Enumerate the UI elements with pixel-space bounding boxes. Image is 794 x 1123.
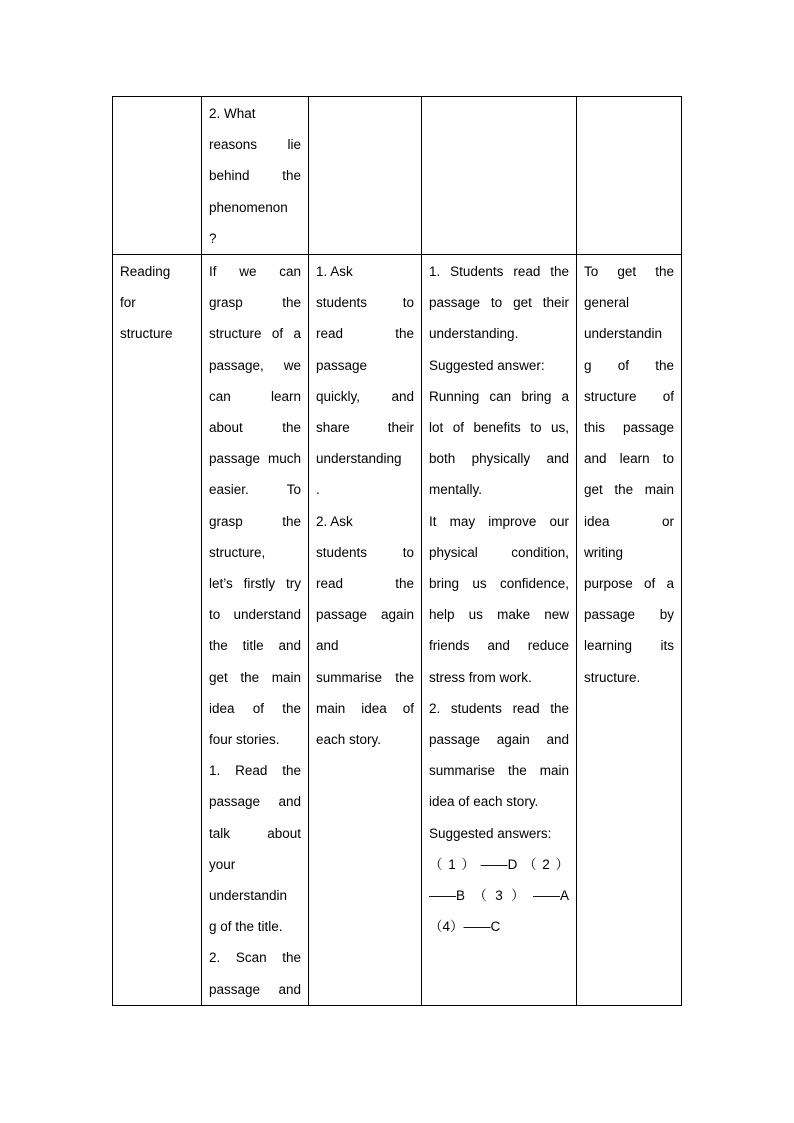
cell-line: help us make new: [429, 607, 569, 623]
cell-line: understanding: [316, 451, 402, 467]
cell-line: get the main: [584, 482, 674, 498]
cell-line: idea of each story.: [429, 794, 539, 810]
cell-line: .: [316, 482, 320, 498]
cell-line: passage: [316, 357, 368, 373]
student-activity-cell: [422, 97, 577, 255]
cell-line: structure,: [209, 544, 266, 560]
cell-line: each story.: [316, 732, 382, 748]
cell-line: let’s firstly try: [209, 576, 301, 592]
cell-line: summarise the: [316, 669, 414, 685]
cell-line: and learn to: [584, 451, 674, 467]
cell-line: 1. Read the: [209, 763, 301, 779]
cell-line: both physically and: [429, 451, 569, 467]
student-activity-text: [429, 256, 569, 942]
cell-line: 2. Scan the: [209, 950, 301, 966]
cell-line: four stories.: [209, 732, 280, 748]
cell-line: stress from work.: [429, 669, 532, 685]
cell-line: passage again: [316, 607, 414, 623]
cell-line: read the: [316, 326, 414, 342]
content-text: [209, 256, 301, 1005]
cell-line: Suggested answer:: [429, 357, 545, 373]
cell-line: main idea of: [316, 700, 414, 716]
cell-line: phenomenon: [209, 199, 288, 215]
cell-line: quickly, and: [316, 388, 414, 404]
cell-line: share their: [316, 420, 414, 436]
cell-line: structure of a: [209, 326, 301, 342]
lesson-plan-table: [112, 96, 682, 1006]
cell-line: idea of the: [209, 700, 301, 716]
cell-line: this passage: [584, 420, 674, 436]
cell-line: structure.: [584, 669, 641, 685]
cell-line: about the: [209, 420, 301, 436]
content-cell: [202, 255, 309, 1006]
cell-line: purpose of a: [584, 576, 674, 592]
cell-line: 1. Students read the: [429, 264, 569, 280]
cell-line: mentally.: [429, 482, 483, 498]
cell-line: Suggested answers:: [429, 825, 552, 841]
cell-line: understanding.: [429, 326, 519, 342]
cell-line: students to: [316, 295, 414, 311]
student-activity-cell: [422, 255, 577, 1006]
cell-line: your: [209, 856, 236, 872]
cell-line: 2. students read the: [429, 700, 569, 716]
cell-line: writing: [584, 544, 624, 560]
cell-line: （4）——C: [429, 919, 501, 935]
cell-line: understandin: [209, 888, 288, 904]
cell-line: easier. To: [209, 482, 301, 498]
cell-line: grasp the: [209, 295, 301, 311]
cell-line: It may improve our: [429, 513, 569, 529]
cell-line: bring us confidence,: [429, 576, 569, 592]
cell-line: g of the: [584, 357, 674, 373]
cell-line: ?: [209, 230, 217, 246]
cell-line: passage and: [209, 981, 301, 997]
cell-line: g of the title.: [209, 919, 283, 935]
cell-line: learning its: [584, 638, 674, 654]
cell-line: read the: [316, 576, 414, 592]
cell-line: to understand: [209, 607, 301, 623]
content-cell: [202, 97, 309, 255]
cell-line: understandin: [584, 326, 663, 342]
cell-line: If we can: [209, 264, 301, 280]
teacher-activity-text: [316, 256, 414, 755]
cell-line: general: [584, 295, 630, 311]
cell-line: friends and reduce: [429, 638, 569, 654]
cell-line: passage again and: [429, 732, 569, 748]
table-row: [113, 255, 682, 1006]
cell-line: Reading: [120, 264, 171, 280]
stage-text: [120, 256, 194, 350]
content-text: [209, 98, 301, 254]
cell-line: and: [316, 638, 339, 654]
cell-line: physical condition,: [429, 544, 569, 560]
cell-line: grasp the: [209, 513, 301, 529]
cell-line: idea or: [584, 513, 674, 529]
cell-line: passage, we: [209, 357, 301, 373]
stage-cell: [113, 97, 202, 255]
cell-line: 2. Ask: [316, 513, 353, 529]
cell-line: the title and: [209, 638, 301, 654]
stage-cell: [113, 255, 202, 1006]
cell-line: get the main: [209, 669, 301, 685]
purpose-cell: [577, 97, 682, 255]
cell-line: talk about: [209, 825, 301, 841]
cell-line: passage by: [584, 607, 674, 623]
cell-line: ——B（3）——A: [429, 888, 569, 904]
cell-line: for: [120, 295, 136, 311]
cell-line: Running can bring a: [429, 388, 569, 404]
teacher-activity-cell: [309, 97, 422, 255]
cell-line: lot of benefits to us,: [429, 420, 569, 436]
cell-line: passage and: [209, 794, 301, 810]
cell-line: 1. Ask: [316, 264, 353, 280]
cell-line: structure: [120, 326, 173, 342]
cell-line: students to: [316, 544, 414, 560]
teacher-activity-cell: [309, 255, 422, 1006]
cell-line: 2. What: [209, 106, 256, 121]
purpose-cell: [577, 255, 682, 1006]
cell-line: reasons lie: [209, 137, 301, 153]
cell-line: passage much: [209, 451, 301, 467]
cell-line: structure of: [584, 388, 674, 404]
cell-line: passage to get their: [429, 295, 569, 311]
table-row: [113, 97, 682, 255]
cell-line: behind the: [209, 168, 301, 184]
cell-line: To get the: [584, 264, 674, 280]
cell-line: （1）——D（2）: [429, 856, 569, 872]
purpose-text: [584, 256, 674, 693]
cell-line: can learn: [209, 388, 301, 404]
cell-line: summarise the main: [429, 763, 569, 779]
